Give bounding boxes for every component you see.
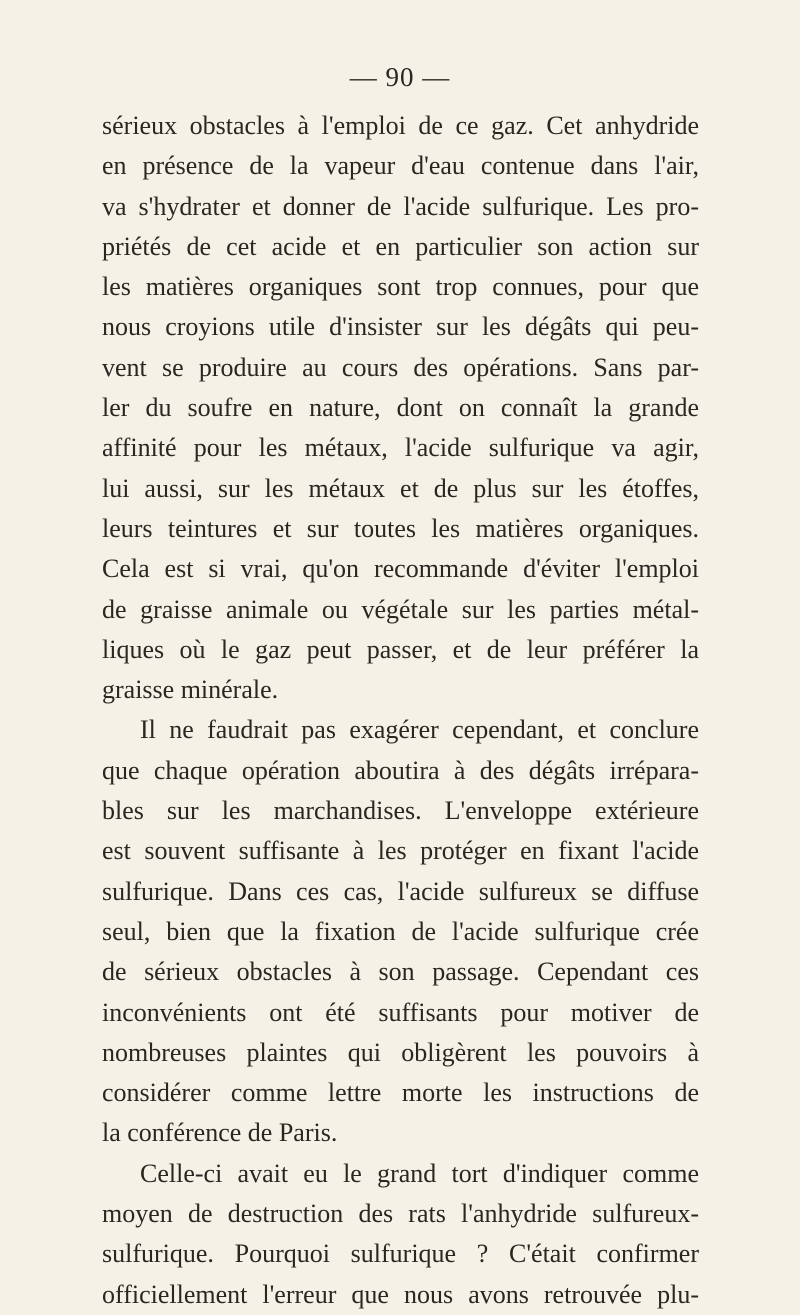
text-line: affinité pour les métaux, l'acide sulfurique va agir, [102,433,699,463]
text-line: leurs teintures et sur toutes les matières organiques. [102,513,699,543]
text-line: que chaque opération aboutira à des dégâts irrépara- [102,755,699,785]
paragraph [102,106,699,710]
text-line: bles sur les marchandises. L'enveloppe extérieure [102,796,699,826]
text-line: Cela est si vrai, qu'on recommande d'éviter l'emploi [102,554,699,584]
text-line: seul, bien que la fixation de l'acide sulfurique crée [102,916,699,946]
text-line: ler du soufre en nature, dont on connaît la grande [102,393,699,423]
text-line: va s'hydrater et donner de l'acide sulfurique. Les pro- [102,191,699,221]
text-line: inconvénients ont été suffisants pour motiver de [102,997,699,1027]
text-line: nombreuses plaintes qui obligèrent les pouvoirs à [102,1037,699,1067]
text-line: sulfurique. Pourquoi sulfurique ? C'était confirmer [102,1239,699,1269]
text-line: les matières organiques sont trop connues, pour que [102,272,699,302]
text-line: officiellement l'erreur que nous avons retrouvée plu- [102,1279,699,1309]
text-line: Il ne faudrait pas exagérer cependant, et conclure [140,715,699,745]
text-line: sérieux obstacles à l'emploi de ce gaz. Cet anhydride [102,111,699,140]
text-line: Celle-ci avait eu le grand tort d'indiquer comme [140,1158,699,1188]
body-text [102,106,699,1315]
paragraph [102,710,699,1153]
text-line: lui aussi, sur les métaux et de plus sur les étoffes, [102,473,699,503]
text-line: de sérieux obstacles à son passage. Cependant ces [102,957,699,987]
page-number: — 90 — [349,62,451,92]
text-line: en présence de la vapeur d'eau contenue dans l'air, [102,151,699,181]
text-line: moyen de destruction des rats l'anhydride sulfureux- [102,1199,699,1229]
text-line: considérer comme lettre morte les instructions de [102,1078,699,1108]
text-line: priétés de cet acide et en particulier son action sur [102,231,699,261]
text-line: liques où le gaz peut passer, et de leur préférer la [102,634,699,664]
text-line: la conférence de Paris. [102,1118,338,1148]
text-line: est souvent suffisante à les protéger en fixant l'acide [102,836,699,866]
text-line: de graisse animale ou végétale sur les parties métal- [102,594,699,624]
text-line: nous croyions utile d'insister sur les dégâts qui peu- [102,312,699,342]
text-line: graisse minérale. [102,675,279,705]
text-line: sulfurique. Dans ces cas, l'acide sulfureux se diffuse [102,876,699,906]
text-line: vent se produire au cours des opérations. Sans par- [102,352,699,382]
paragraph [102,1154,699,1315]
